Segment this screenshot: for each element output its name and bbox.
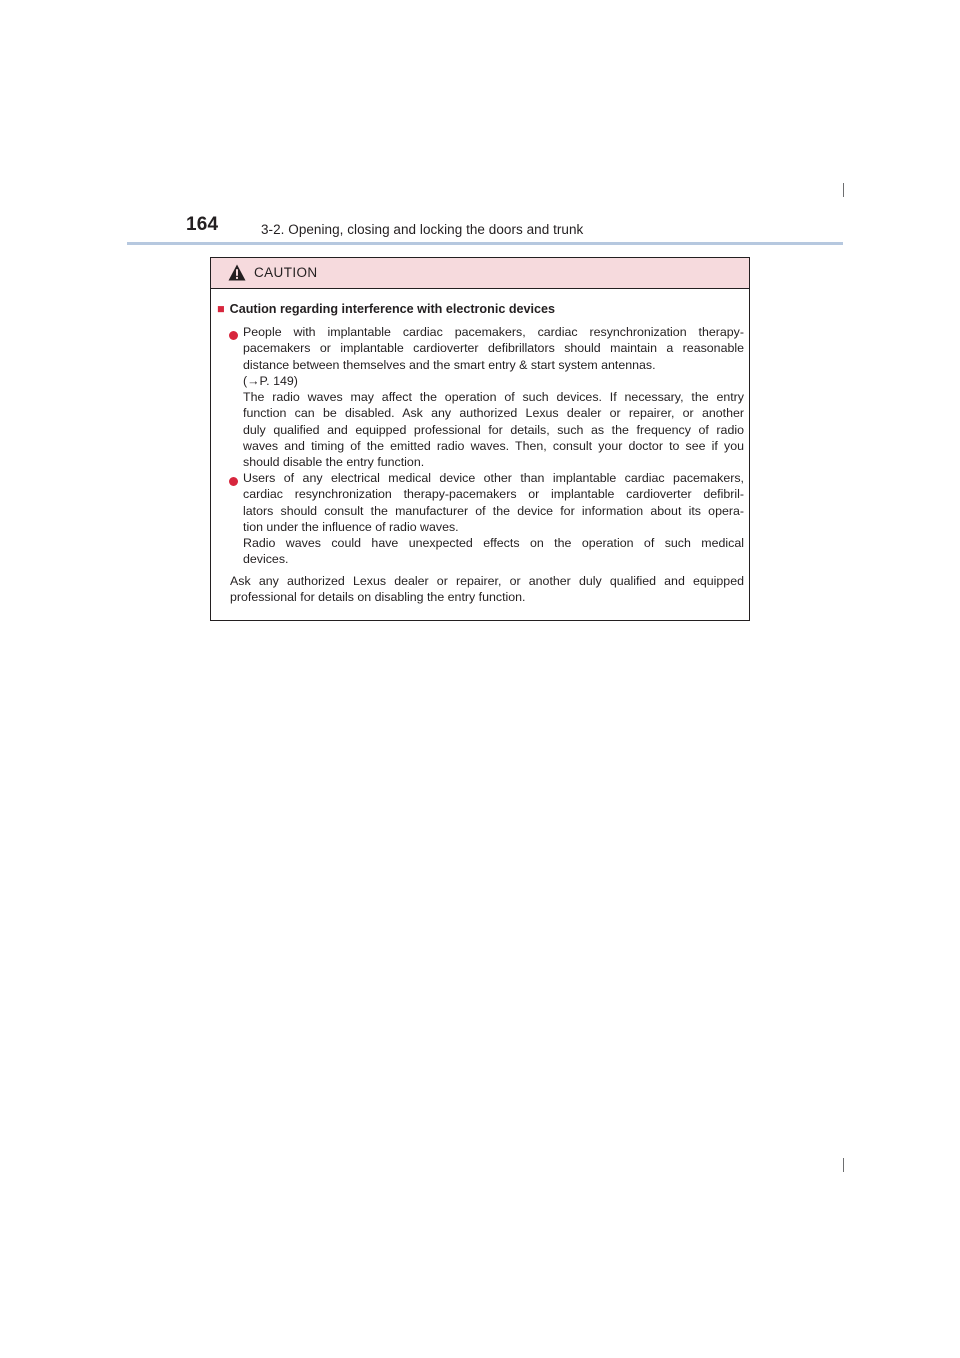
- header-rule: [127, 242, 843, 245]
- bullet-1-line: waves and timing of the emitted radio waves. Then, consult your doctor to see if you: [243, 438, 744, 453]
- bullet-1-line: should disable the entry function.: [243, 455, 425, 469]
- bullet-1-line: People with implantable cardiac pacemakers, cardiac resynchronization therapy-: [243, 325, 744, 339]
- bullet-2-text: [243, 470, 744, 568]
- section-title: 3-2. Opening, closing and locking the doors and trunk: [261, 222, 584, 237]
- bullet-1-line: The radio waves may affect the operation of such devices. If necessary, the entry: [243, 390, 744, 404]
- bullet-2-line: Radio waves could have unexpected effects on the operation of such medical: [243, 536, 744, 550]
- bullet-2-line: Users of any electrical medical device other than implantable cardiac pacemakers,: [243, 471, 744, 485]
- subheading-marker: ■: [217, 302, 225, 316]
- bullet-1-text: [243, 324, 744, 470]
- subheading-text: Caution regarding interference with electronic devices: [229, 302, 556, 316]
- bullet-1-line: distance between themselves and the smart entry & start system antennas.: [243, 357, 656, 372]
- note-line: professional for details on disabling the entry function.: [230, 590, 526, 605]
- bullet-1-line: function can be disabled. Ask any authorized Lexus dealer or repairer, or another: [243, 406, 744, 421]
- note-line: Ask any authorized Lexus dealer or repairer, or another duly qualified and equipped: [230, 574, 744, 588]
- crop-mark-top: [843, 183, 844, 197]
- bullet-2-line: devices.: [243, 552, 289, 567]
- bullet-2-line: lators should consult the manufacturer of the device for information about its opera-: [243, 503, 744, 518]
- bullet-1-line: (→P. 149): [243, 373, 298, 388]
- bullet-dot-2: [229, 477, 238, 486]
- bullet-1-line: pacemakers or implantable cardioverter defibrillators should maintain a reasonable: [243, 341, 744, 356]
- caution-subheading: [217, 302, 555, 316]
- bullet-2-line: tion under the influence of radio waves.: [243, 519, 459, 534]
- caution-note: [230, 573, 744, 606]
- caution-label: CAUTION: [254, 265, 318, 280]
- crop-mark-bottom: [843, 1158, 844, 1172]
- caution-header: [211, 258, 749, 289]
- caution-box: [210, 257, 750, 621]
- bullet-2-line: cardiac resynchronization therapy-pacemakers or implantable cardioverter defibril-: [243, 487, 744, 502]
- bullet-dot-1: [229, 331, 238, 340]
- warning-triangle-icon: [228, 264, 246, 281]
- bullet-1-line: duly qualified and equipped professional for details, such as the frequency of radio: [243, 422, 744, 437]
- page-number: 164: [186, 214, 219, 235]
